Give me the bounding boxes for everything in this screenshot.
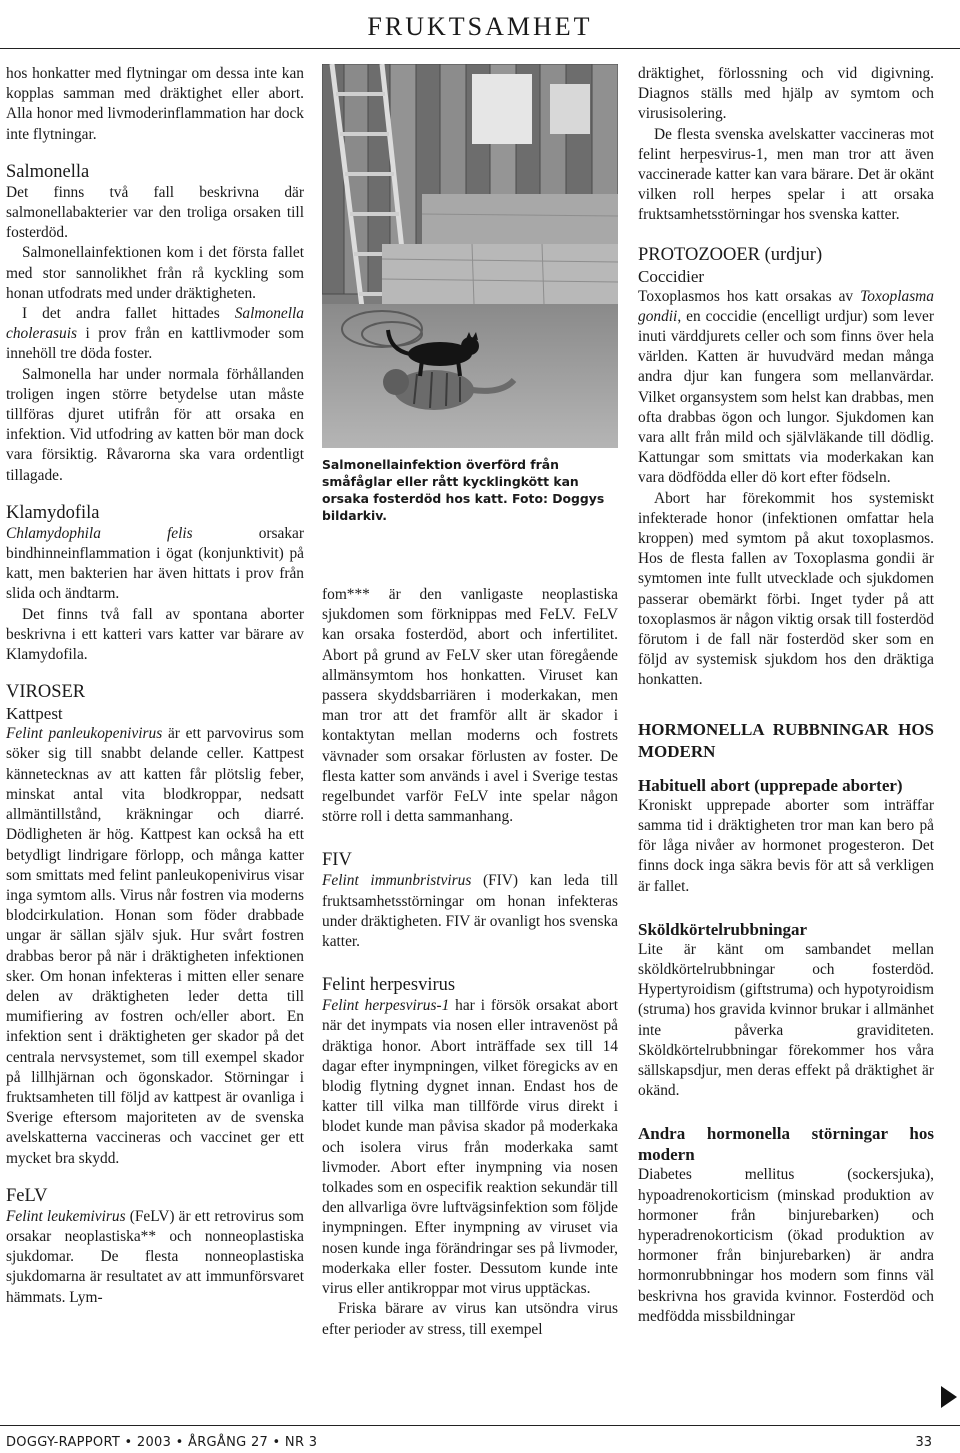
heading-skoldkortel: Sköldkörtelrubbningar	[638, 919, 808, 939]
page-number: 33	[915, 1435, 932, 1450]
column-1	[6, 64, 304, 1308]
paragraph: hos honkatter med flytningar om dessa inte kan kopplas samman med dräktighet eller abort. Alla honor med livmoderinflammation har dock inte flytningar.	[6, 65, 304, 143]
paragraph: Felint leukemivirus (FeLV) är ett retrovirus som orsakar neoplastiska** och nonneoplastiska sjukdomar. De flesta nonneoplastiska sjukdomarna är resultatet av att immunförsvaret hämmats. Lym-	[6, 1207, 305, 1306]
heading-hormonella: HORMONELLA RUBBNINGAR HOS MODERN	[638, 719, 934, 761]
page-header	[0, 0, 960, 48]
heading-coccidier: Coccidier	[638, 266, 705, 286]
paragraph: De flesta svenska avelskatter vaccineras mot felint herpesvirus-1, men man tror att även vaccinerade katter kan vara bärare. Det är okänt vilken roll herpes spelar i att orsaka fruktsamhetsstörningar hos svenska katter.	[638, 125, 934, 224]
cats-in-barn-photo	[322, 64, 618, 448]
heading-kattpest: Kattpest	[6, 704, 63, 724]
heading-felv: FeLV	[6, 1185, 48, 1206]
heading-klamydofila: Klamydofila	[6, 502, 100, 523]
paragraph: Felint panleukopenivirus är ett parvovirus som söker sig till snabbt delande celler. Kattpest kännetecknas av att katten får plötslig feber, minskat antal vita blodkroppar, nedsatt allmäntillstånd, kräkningar och diarré. Dödligheten är hög. Kattpest kan också ha ett betydligt lindrigare förlopp, och många katter som smittats med felint panleukopenivirus visar inga symtom alls. Virus når fostren via moderns blodcirkulation. Honan som föder drabbade ungar är sällan själv sjuk. Hur svårt fostren drabbas beror på när i dräktigheten infektionen sker. Om honan infekteras i mitten eller senare delen av dräktigheten leder detta till mumifiering av fostren och/eller abort. En infektion sent i dräktigheten ger skador på det centrala nervsystemet, som till exempel skador på lillhjärnan och ögonskador. Störningar i fruktsamheten till följd av kattpest är ovanliga i Sverige eftersom majoriteten av de svenska avelskatterna vaccineras och vaccinet ger ett mycket bra skydd.	[6, 725, 304, 1167]
paragraph: Lite är känt om sambandet mellan sköldkörtelrubbningar och fosterdöd. Hypertyroidism (giftstruma) och hypotyroidism (struma) hos gravida kvinnor brukar i allmänhet inte påverka graviditeten. Sköldkörtelrubbningar förekommer hos våra sällskapsdjur, men deras effekt på dräktighet är okänd.	[638, 940, 934, 1100]
footer-rule	[0, 1425, 960, 1426]
paragraph: dräktighet, förlossning och vid digivning. Diagnos ställs med hjälp av symtom och virusisolering.	[638, 65, 934, 123]
heading-salmonella: Salmonella	[6, 161, 90, 182]
header-rule	[0, 48, 960, 49]
heading-fiv: FIV	[322, 850, 352, 871]
species-name: Chlamydophila felis	[6, 524, 193, 542]
paragraph: Kroniskt upprepade aborter som inträffar samma tid i dräktigheten tror man kan bero på för låga nivåer av hormonet progesteron. Det finns dock inga säkra bevis för att så verkligen är fallet.	[638, 796, 934, 895]
virus-name: Felint panleukopenivirus	[6, 725, 163, 743]
paragraph: Det finns två fall av spontana aborter beskrivna i ett katteri vars katter var bärare av Klamydofila.	[6, 605, 304, 664]
paragraph: Friska bärare av virus kan utsöndra virus efter perioder av stress, till exempel	[322, 1300, 618, 1338]
photo-caption: Salmonellainfektion överförd från småfåglar eller rått kycklingkött kan orsaka fosterdöd hos katt. Foto: Doggys bildarkiv.	[322, 457, 605, 523]
paragraph: Abort har förekommit hos systemiskt infekterade honor (infektionen omfattar hela kroppen) med symtom på akut toxoplasmos. Hos de flesta fallen av Toxoplasma gondii är symtomen inte fullt utvecklade och sjukdomen passerar obemärkt förbi. Inget tyder på att toxoplasmos är någon viktig orsak till fosterdöd förutom i de fall när fosterdöd sker som en följd av systemisk sjukdom hos den dräktiga honkatten.	[638, 489, 934, 689]
species-name: Toxoplasma gondii	[638, 287, 934, 325]
virus-name: Felint herpesvirus-1	[322, 997, 450, 1015]
barn-illustration	[322, 64, 618, 448]
publication-info: DOGGY-RAPPORT • 2003 • ÅRGÅNG 27 • NR 3	[6, 1435, 318, 1450]
heading-andra-hormonella: Andra hormonella störningar hos modern	[638, 1124, 934, 1165]
paragraph: Toxoplasmos hos katt orsakas av Toxoplasma gondii, en coccidie (encelligt urdjur) som lever inuti värddjurets celler och som finns över hela världen. Katten är huvudvärd medan många andra djur kan fungera som mellanvärdar. Vilket organsystem som helst kan drabbas, men ofta drabbas ögon och lungor. Sjukdomen kan vara allt från mild och självläkande till dödlig. Kattungar som smittats via moderkakan kan vara dödfödda eller dö kort efter födseln.	[638, 287, 934, 487]
paragraph: Chlamydophila felis orsakar bindhinneinflammation i ögat (konjunktivit) på katt, men bakterien har även hittats i prov från slida och ändtarm.	[6, 524, 305, 603]
virus-name: Felint immunbristvirus	[322, 872, 472, 890]
heading-herpesvirus: Felint herpesvirus	[322, 975, 456, 996]
paragraph: Salmonellainfektionen kom i det första fallet med stor sannolikhet från rå kyckling som honan utfodrats med under dräktigheten.	[6, 244, 304, 302]
paragraph: fom*** är den vanligaste neoplastiska sjukdomen som förknippas med FeLV. FeLV kan orsaka fosterdöd, abort och infertilitet. Abort på grund av FeLV sker utan föregående allmänsymtom hos honkatten. Viruset kan passera skyddsbarriären i moderkakan, men man tror att det framför allt är skador i kontaktytan mellan moderns och fostrets vävnader som orsakar förlusten av foster. De flesta katter som används i avel i Sverige testas regelbundet varför FeLV inte spelar någon större roll i detta sammanhang.	[322, 586, 618, 826]
heading-habituell-abort: Habituell abort (upprepade aborter)	[638, 775, 903, 795]
species-name: Salmonella cholerasuis	[6, 305, 304, 343]
heading-viroser: VIROSER	[6, 682, 86, 703]
paragraph: Felint immunbristvirus (FIV) kan leda till fruktsamhetsstörningar om honan infekteras under dräktigheten. FIV är ovanligt hos svenska katter.	[322, 872, 618, 951]
paragraph: I det andra fallet hittades Salmonella cholerasuis i prov från en kattlivmoder som innehöll tre döda foster.	[6, 305, 304, 363]
paragraph: Salmonella har under normala förhållanden troligen ingen större betydelse utan måste tillföras djuret utifrån för att orsaka en infektion. Vid utfodring av katten bör man dock vara försiktig. Råvarorna ska vara ordentligt tillagade.	[6, 365, 304, 484]
paragraph: Diabetes mellitus (sockersjuka), hypoadrenokorticism (minskad produktion av hormoner från binjurebarken) och hyperadrenokorticism (ökad produktion av hormoner från binjurebarken) är andra hormonrubbningar hos modern som finns väl beskrivna hos gravida kvinnor. Fosterdöd och medfödda missbildningar	[638, 1166, 934, 1325]
heading-protozoer: PROTOZOOER (urdjur)	[638, 244, 823, 265]
page-footer	[0, 1425, 960, 1453]
section-title: FRUKTSAMHET	[367, 12, 593, 41]
continue-arrow-icon	[941, 1386, 957, 1408]
column-2	[322, 585, 618, 1340]
virus-name: Felint leukemivirus	[6, 1207, 126, 1225]
column-3	[638, 64, 934, 1327]
paragraph: Felint herpesvirus-1 har i försök orsakat abort när det inympats via nosen eller intravenöst på dräktiga honor. Abort inträffade sex till 14 dagar efter inympningen, vilket föregicks av en blodig flytning dygnet innan. Endast hos de katter till vilka man tillförde virus direkt i blodet kunde man påvisa skador på moderkaka och isolera virus från moderkaka samt livmoder. Abort efter inympning via nosen tolkades som en ospecifik reaktion sekundär till den allvarliga övre luftvägsinfektion som följde inympningen. Efter inympning av viruset via nosen kunde inga förändringar ses på livmoder, moderkaka eller foster. Dessutom kunde inte virus eller antikroppar mot virus upptäckas.	[322, 997, 618, 1298]
paragraph: Det finns två fall beskrivna där salmonellabakterier var den troliga orsaken till fosterdöd.	[6, 183, 304, 242]
